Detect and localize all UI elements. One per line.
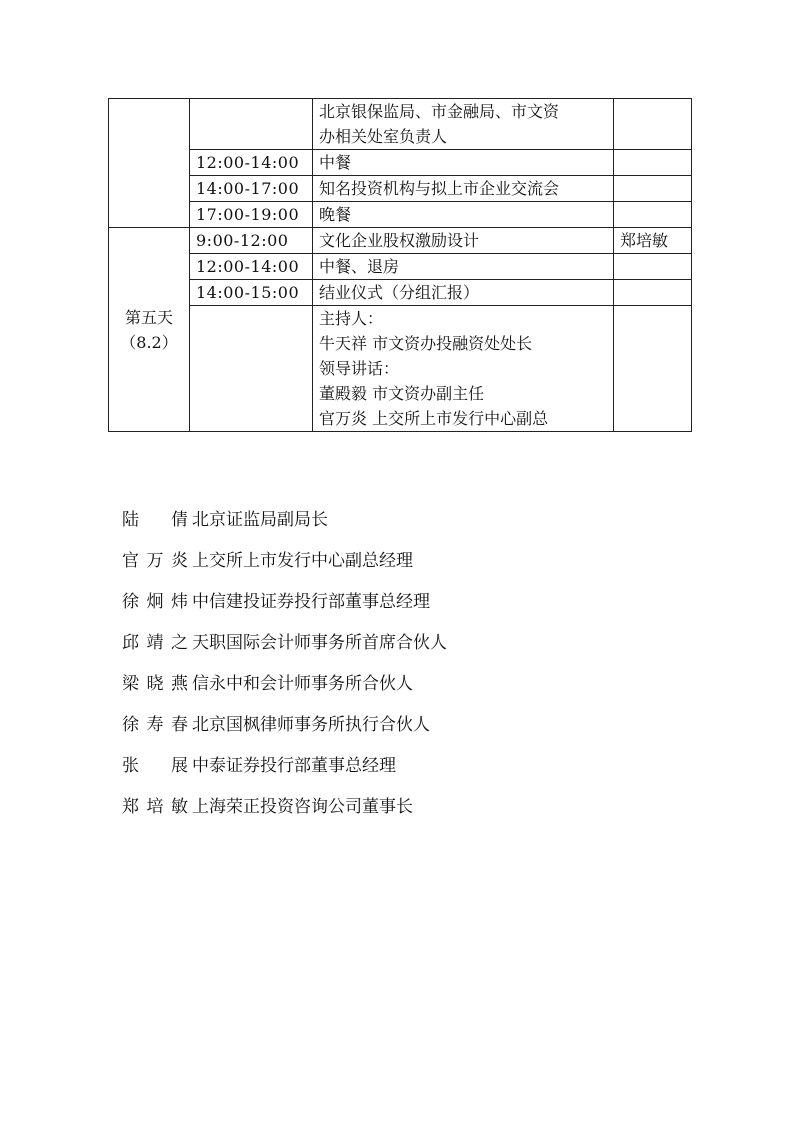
day-label: 第五天 [124, 307, 173, 327]
person-name: 徐寿春 [122, 715, 188, 735]
speaker-cell [614, 99, 692, 150]
list-item [122, 541, 447, 582]
person-title: 上海荣正投资咨询公司董事长 [192, 797, 413, 817]
time-cell: 9:00-12:00 [190, 228, 313, 254]
time-cell [190, 99, 313, 150]
activity-line: 牛天祥 市文资办投融资处处长 [319, 334, 533, 353]
list-item [122, 787, 447, 828]
person-name: 梁晓燕 [122, 674, 188, 694]
person-title: 中信建投证券投行部董事总经理 [192, 592, 430, 612]
table-row [109, 202, 692, 228]
activity-cell [313, 306, 614, 432]
schedule-table [108, 98, 692, 432]
person-title: 北京国枫律师事务所执行合伙人 [192, 715, 430, 735]
list-item [122, 746, 447, 787]
list-item [122, 582, 447, 623]
activity-line: 官万炎 上交所上市发行中心副总 [319, 409, 549, 428]
speaker-cell [614, 254, 692, 280]
person-title: 北京证监局副局长 [192, 510, 328, 530]
time-cell: 14:00-15:00 [190, 280, 313, 306]
person-name: 官万炎 [122, 551, 188, 571]
table-row [109, 99, 692, 150]
activity-line: 主持人： [319, 309, 384, 328]
activity-cell: 晚餐 [313, 202, 614, 228]
speaker-cell [614, 176, 692, 202]
day-date: （8.2） [120, 332, 178, 352]
person-name: 张 展 [122, 756, 188, 776]
speaker-cell [614, 280, 692, 306]
person-title: 中泰证券投行部董事总经理 [192, 756, 396, 776]
day-cell-five [109, 228, 190, 432]
table-row [109, 280, 692, 306]
person-name: 邱靖之 [122, 633, 188, 653]
person-title: 信永中和会计师事务所合伙人 [192, 674, 413, 694]
speaker-cell [614, 306, 692, 432]
table-row [109, 306, 692, 432]
activity-line: 领导讲话： [319, 359, 400, 378]
list-item [122, 623, 447, 664]
activity-cell: 中餐、退房 [313, 254, 614, 280]
activity-line: 北京银保监局、市金融局、市文资 [319, 102, 560, 121]
person-name: 徐炯炜 [122, 592, 188, 612]
list-item [122, 664, 447, 705]
speaker-list [122, 500, 447, 828]
speaker-cell: 郑培敏 [614, 228, 692, 254]
activity-cell: 文化企业股权激励设计 [313, 228, 614, 254]
person-title: 天职国际会计师事务所首席合伙人 [192, 633, 447, 653]
activity-cell: 中餐 [313, 150, 614, 176]
person-name: 陆 倩 [122, 510, 188, 530]
time-cell [190, 306, 313, 432]
list-item [122, 705, 447, 746]
day-cell-previous [109, 99, 190, 228]
table-row [109, 176, 692, 202]
time-cell: 12:00-14:00 [190, 254, 313, 280]
speaker-cell [614, 202, 692, 228]
time-cell: 17:00-19:00 [190, 202, 313, 228]
activity-line: 董殿毅 市文资办副主任 [319, 384, 485, 403]
time-cell: 12:00-14:00 [190, 150, 313, 176]
person-title: 上交所上市发行中心副总经理 [192, 551, 413, 571]
time-cell: 14:00-17:00 [190, 176, 313, 202]
table-row [109, 228, 692, 254]
person-name: 郑培敏 [122, 797, 188, 817]
list-item [122, 500, 447, 541]
speaker-cell [614, 150, 692, 176]
table-row [109, 254, 692, 280]
activity-cell [313, 99, 614, 150]
activity-cell: 结业仪式（分组汇报） [313, 280, 614, 306]
table-row [109, 150, 692, 176]
activity-line: 办相关处室负责人 [319, 127, 448, 146]
activity-cell: 知名投资机构与拟上市企业交流会 [313, 176, 614, 202]
